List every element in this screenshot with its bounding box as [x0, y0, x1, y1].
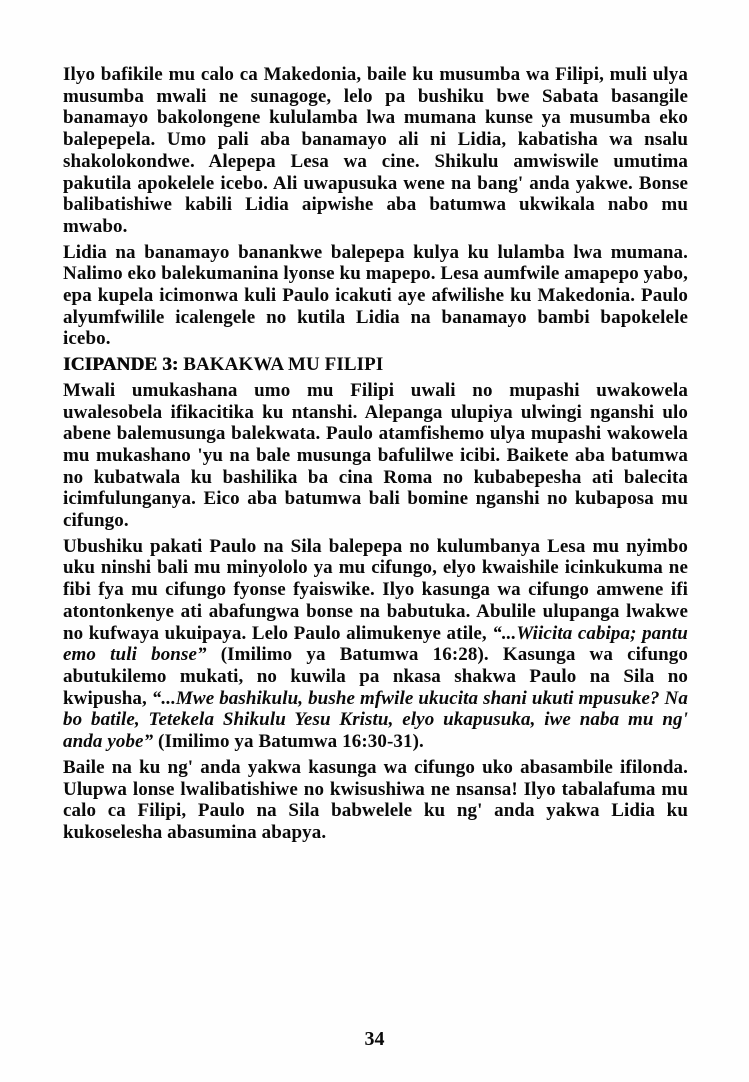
- paragraph-lidia-prayer: Lidia na banamayo banankwe balepepa kulya ku lulamba lwa mumana. Nalimo eko balekumanina lyonse ku mapepo. Lesa aumfwile amapepo yabo, epa kupela icimonwa kuli Paulo icakuti aye afwilishe ku Makedonia. Paulo alyumfwilile icalengele no kutila Lidia na banamayo bambi bapokelele icebo.: [63, 241, 689, 350]
- section-heading-number: ICIPANDE 3:: [63, 354, 179, 376]
- paragraph-slave-girl: Mwali umukashana umo mu Filipi uwali no mupashi uwakowela uwalesobela ifikacitika ku ntanshi. Alepanga ulupiya ulwingi nganshi ulo abene balemusunga balekwata. Paulo atamfishemo ulya mupashi wakowela mu mukashano 'yu na bale musunga bafulilwe icibi. Baikete aba batumwa no kubatwala ku bashilika ba cina Roma no kubabepesha ati balecita icimfulunganya. Eico aba batumwa bali bomine nganshi no kubaposa mu cifungo.: [63, 379, 688, 532]
- page-number: 34: [364, 1028, 385, 1050]
- paragraph-prison-earthquake: [63, 536, 688, 753]
- section-heading: [63, 354, 688, 376]
- paragraph-makedonia-arrival: Ilyo bafikile mu calo ca Makedonia, baile ku musumba wa Filipi, muli ulya musumba mwali ne sunagoge, lelo pa bushiku bwe Sabata basangile banamayo bakolongene kululamba lwa mumana kunse ya musumba eko balepepela. Umo pali aba banamayo ali ni Lidia, kabatisha wa nsalu shakolokondwe. Alepepa Lesa wa cine. Shikulu amwiswile umutima pakutila apokelele icebo. Ali uwapusuka wene na bang' anda yakwe. Bonse balibatishiwe kabili Lidia aipwishe aba batumwa ukwikala nabo mu mwabo.: [63, 64, 688, 237]
- paragraph-return-to-lidia: Baile na ku ng' anda yakwa kasunga wa cifungo uko abasambile ifilonda. Ulupwa lonse lwalibatishiwe no kwisushiwa ne nsansa! Ilyo tabalafuma mu calo ca Filipi, Paulo na Sila babwelele ku ng' anda yakwa Lidia ku kukoselesha abasumina abapya.: [63, 756, 688, 843]
- page-text-block: [63, 64, 688, 844]
- paragraph4-mid: (Imilimo ya Batumwa 16:28). Kasunga wa cifungo abutukilemo mukati, no kuwila pa nkasa shakwa Paulo na Sila no kwipusha,: [63, 644, 688, 709]
- scripture-quote-acts-16-28: “...Wiicita cabipa; pantu emo tuli bonse”: [63, 622, 688, 666]
- paragraph4-tail: (Imilimo ya Batumwa 16:30-31).: [158, 731, 424, 753]
- section-heading-title: BAKAKWA MU FILIPI: [183, 354, 384, 376]
- scripture-quote-acts-16-30-31: “...Mwe bashikulu, bushe mfwile ukucita shani ukuti mpusuke? Na bo batile, Tetekela Shikulu Yesu Kristu, elyo ukapusuka, iwe naba mu ng' anda yobe”: [63, 687, 688, 753]
- paragraph4-lead: Ubushiku pakati Paulo na Sila balepepa no kulumbanya Lesa mu nyimbo uku ninshi bali mu minyololo ya mu cifungo, elyo kwaishile icinkukuma ne fibi fya mu cifungo fyonse fyaiswike. Ilyo kasunga wa cifungo amwene ifi atontonkenye ati abafungwa bonse na babutuka. Abulile ulupanga lwakwe no kufwaya ukuipaya. Lelo Paulo alimukenye atile,: [63, 535, 688, 644]
